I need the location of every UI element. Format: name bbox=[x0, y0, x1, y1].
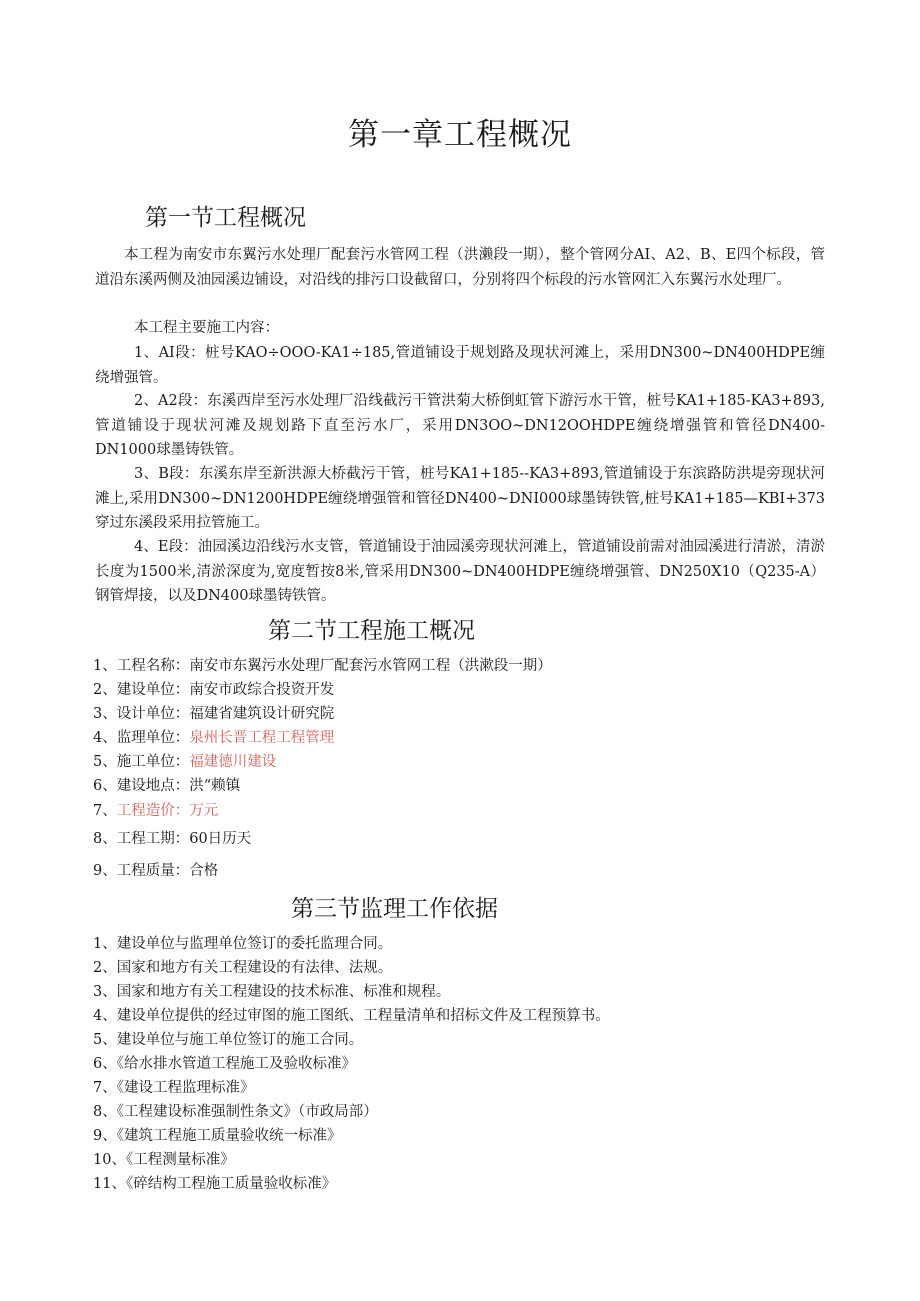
info-row-value: 南安市政综合投资开发 bbox=[189, 682, 335, 698]
section1-intro-paragraph: 本工程为南安市东翼污水处理厂配套污水管网工程（洪濑段一期），整个管网分AI、A2、B、E四个标段，管道沿东溪两侧及油园溪边铺设，对沿线的排污口设截留口，分别将四个标段的污水管网汇入东翼污水处理厂。 bbox=[95, 247, 825, 288]
basis-item: 8、《工程建设标准强制性条文》（市政局部） bbox=[93, 1104, 378, 1120]
info-row-label: 工程工期： bbox=[116, 831, 190, 847]
info-row-value-highlighted: 万元 bbox=[189, 803, 219, 819]
basis-item: 1、建设单位与监理单位签订的委托监理合同。 bbox=[93, 936, 393, 952]
info-row-label: 工程质量： bbox=[116, 863, 190, 879]
info-row-label: 监理单位： bbox=[116, 730, 190, 746]
info-row-designer bbox=[93, 703, 334, 725]
info-row-value: 60日历天 bbox=[189, 831, 252, 847]
section1-item-a2: 2、A2段：东溪西岸至污水处理厂沿线截污干管洪菊大桥倒虹管下游污水干管，桩号KA1+185-KA3+893,管道铺设于现状河滩及规划路下直至污水厂，采用DN3OO~DN12OOHDPE缠绕增强管和管径DN400-DN1000球墨铸铁管。 bbox=[95, 393, 825, 458]
info-row-supervisor bbox=[93, 727, 334, 749]
info-row-quality bbox=[93, 860, 218, 882]
info-row-label-highlighted: 工程造价： bbox=[116, 803, 190, 819]
info-row-number: 4、 bbox=[93, 730, 117, 746]
info-row-value: 福建省建筑设计研究院 bbox=[189, 706, 335, 722]
section1-item-b: 3、B段：东溪东岸至新洪源大桥截污干管，桩号KA1+185--KA3+893,管道铺设于东滨路防洪堤旁现状河滩上,采用DN300~DN1200HDPE缠绕增强管和管径DN400~DNI000球墨铸铁管,桩号KA1+185—KBI+373穿过东溪段采用拉管施工。 bbox=[95, 466, 825, 531]
info-row-label: 工程名称： bbox=[116, 658, 190, 674]
info-row-label: 建设单位： bbox=[116, 682, 190, 698]
info-row-cost bbox=[93, 800, 218, 822]
info-row-owner bbox=[93, 679, 334, 701]
info-row-duration bbox=[93, 828, 251, 850]
info-row-label: 设计单位： bbox=[116, 706, 190, 722]
info-row-number: 5、 bbox=[93, 754, 117, 770]
info-row-number: 2、 bbox=[93, 682, 117, 698]
info-row-number: 7、 bbox=[93, 803, 117, 819]
basis-item: 10、《工程测量标准》 bbox=[93, 1152, 235, 1168]
section1-main-content-label: 本工程主要施工内容： bbox=[134, 320, 279, 336]
basis-item: 4、建设单位提供的经过审图的施工图纸、工程量清单和招标文件及工程预算书。 bbox=[93, 1008, 610, 1024]
basis-item: 3、国家和地方有关工程建设的技术标准、标准和规程。 bbox=[93, 984, 451, 1000]
info-row-value: 洪“赖镇 bbox=[189, 778, 241, 794]
info-row-location bbox=[93, 775, 240, 797]
basis-item: 9、《建筑工程施工质量验收统一标准》 bbox=[93, 1128, 342, 1144]
info-row-project-name bbox=[93, 655, 552, 677]
info-row-number: 9、 bbox=[93, 863, 117, 879]
info-row-value: 合格 bbox=[189, 863, 219, 879]
section2-title: 第二节工程施工概况 bbox=[268, 618, 475, 644]
basis-item: 5、建设单位与施工单位签订的施工合同。 bbox=[93, 1032, 364, 1048]
section3-title: 第三节监理工作依据 bbox=[291, 896, 498, 922]
section1-item-e: 4、E段：油园溪边沿线污水支管，管道铺设于油园溪旁现状河滩上，管道铺设前需对油园溪进行清淤，清淤长度为1500米,清淤深度为,宽度暂按8米,管采用DN300~DN400HDPE缠绕增强管、DN250X10（Q235-A）钢管焊接，以及DN400球墨铸铁管。 bbox=[95, 539, 825, 604]
info-row-value: 南安市东翼污水处理厂配套污水管网工程（洪漱段一期） bbox=[189, 658, 552, 674]
info-row-label: 施工单位： bbox=[116, 754, 190, 770]
info-row-value-highlighted: 泉州长晋工程工程管理 bbox=[189, 730, 335, 746]
info-row-number: 8、 bbox=[93, 831, 117, 847]
basis-item: 6、《给水排水管道工程施工及验收标准》 bbox=[93, 1056, 356, 1072]
chapter-title: 第一章工程概况 bbox=[348, 117, 572, 153]
section1-item-a1: 1、AI段：桩号KAO÷OOO-KA1÷185,管道铺设于规划路及现状河滩上，采用DN300~DN400HDPE缠绕增强管。 bbox=[95, 345, 825, 386]
info-row-value-highlighted: 福建德川建设 bbox=[189, 754, 277, 770]
info-row-contractor bbox=[93, 751, 276, 773]
info-row-number: 1、 bbox=[93, 658, 117, 674]
info-row-label: 建设地点： bbox=[116, 778, 190, 794]
info-row-number: 3、 bbox=[93, 706, 117, 722]
section1-title: 第一节工程概况 bbox=[145, 205, 306, 231]
basis-item: 7、《建设工程监理标准》 bbox=[93, 1080, 255, 1096]
basis-item: 11、《碎结构工程施工质量验收标准》 bbox=[93, 1176, 337, 1192]
info-row-number: 6、 bbox=[93, 778, 117, 794]
basis-item: 2、国家和地方有关工程建设的有法律、法规。 bbox=[93, 960, 393, 976]
